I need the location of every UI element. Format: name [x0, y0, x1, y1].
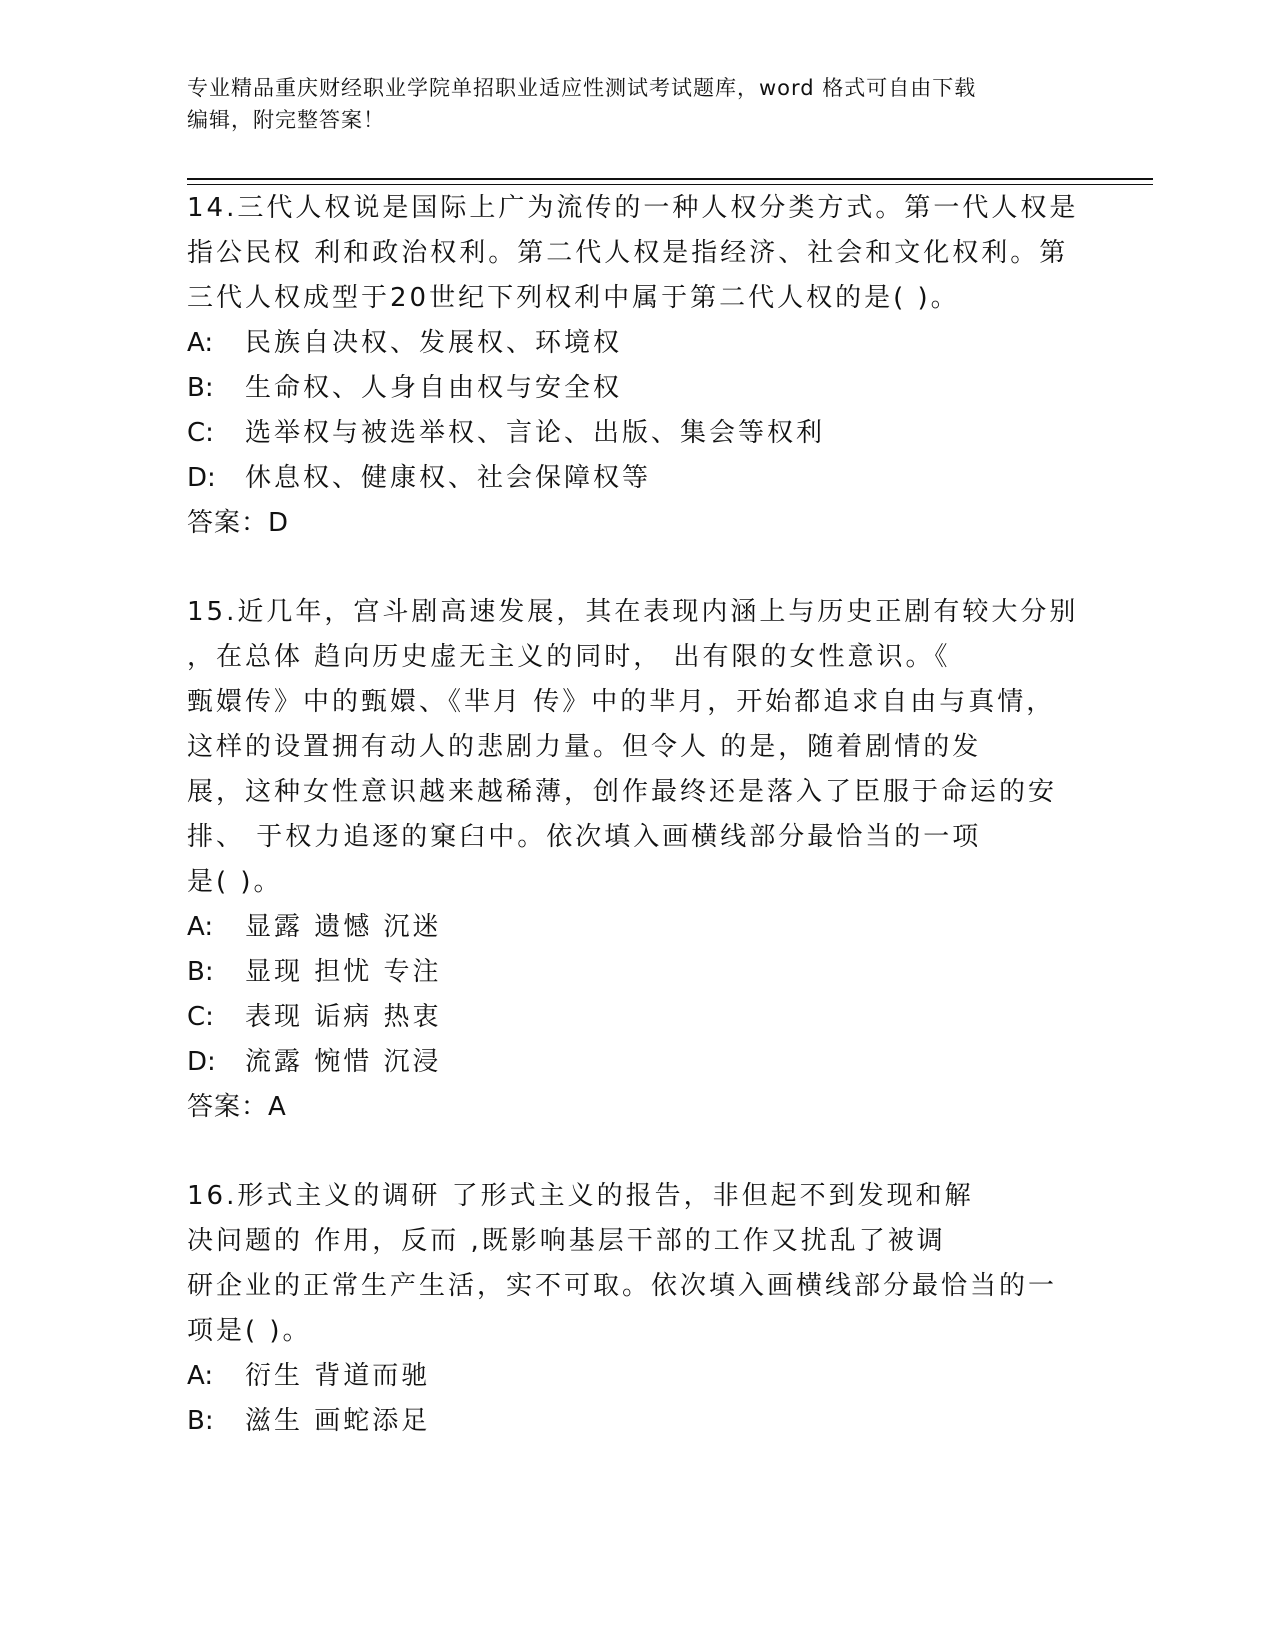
- option-letter: A:: [187, 328, 214, 358]
- option-a: [187, 905, 1087, 950]
- option-letter: C:: [187, 418, 214, 448]
- answer-line: 答案：D: [187, 508, 290, 538]
- question-text-line: 排、 于权力追逐的窠臼中。依次填入画横线部分最恰当的一项: [187, 822, 982, 852]
- question-text-line: 这样的设置拥有动人的悲剧力量。但令人 的是，随着剧情的发: [187, 732, 982, 762]
- question-text-line: 指公民权 利和政治权利。第二代人权是指经济、社会和文化权利。第: [187, 238, 1069, 268]
- option-text: 显现 担忧 专注: [245, 957, 442, 987]
- question-text-line: 14.三代人权说是国际上广为流传的一种人权分类方式。第一代人权是: [187, 193, 1079, 223]
- option-letter: B:: [187, 1406, 214, 1436]
- question-text-line: 15.近几年，宫斗剧高速发展，其在表现内涵上与历史正剧有较大分别: [187, 597, 1079, 627]
- option-c: [187, 411, 1087, 456]
- question-text-line: 决问题的 作用，反而 ,既影响基层干部的工作又扰乱了被调: [187, 1226, 946, 1256]
- header-line-1: 专业精品重庆财经职业学院单招职业适应性测试考试题库，word 格式可自由下载: [187, 76, 977, 100]
- option-letter: D:: [187, 1047, 216, 1077]
- option-letter: C:: [187, 1002, 214, 1032]
- option-text: 民族自决权、发展权、环境权: [245, 328, 623, 358]
- option-d: [187, 456, 1087, 501]
- option-letter: A:: [187, 912, 214, 942]
- option-text: 生命权、人身自由权与安全权: [245, 373, 623, 403]
- option-text: 表现 诟病 热衷: [245, 1002, 442, 1032]
- question-text-line: 展，这种女性意识越来越稀薄，创作最终还是落入了臣服于命运的安: [187, 777, 1058, 807]
- question-14: [187, 186, 1087, 546]
- question-text-line: ，在总体 趋向历史虚无主义的同时， 出有限的女性意识。《: [187, 642, 951, 672]
- question-text-line: 是( )。: [187, 867, 283, 897]
- option-text: 滋生 画蛇添足: [245, 1406, 431, 1436]
- question-text-line: 16.形式主义的调研 了形式主义的报告，非但起不到发现和解: [187, 1181, 974, 1211]
- option-letter: B:: [187, 373, 214, 403]
- question-15: [187, 590, 1087, 1130]
- option-b: [187, 950, 1087, 995]
- question-text-line: 三代人权成型于20世纪下列权利中属于第二代人权的是( )。: [187, 283, 960, 313]
- option-b: [187, 1399, 1087, 1444]
- option-text: 休息权、健康权、社会保障权等: [245, 463, 652, 493]
- question-text-line: 研企业的正常生产生活，实不可取。依次填入画横线部分最恰当的一: [187, 1271, 1058, 1301]
- question-16: [187, 1174, 1087, 1444]
- header-divider-thin: [187, 184, 1153, 185]
- option-letter: D:: [187, 463, 216, 493]
- option-c: [187, 995, 1087, 1040]
- question-text-line: 项是( )。: [187, 1316, 312, 1346]
- option-text: 显露 遗憾 沉迷: [245, 912, 442, 942]
- option-text: 衍生 背道而驰: [245, 1361, 431, 1391]
- option-b: [187, 366, 1087, 411]
- question-list: [187, 186, 1087, 1488]
- header-line-2: 编辑，附完整答案！: [187, 108, 385, 132]
- question-text-line: 甄嬛传》中的甄嬛、《芈月 传》中的芈月，开始都追求自由与真情，: [187, 687, 1056, 717]
- option-d: [187, 1040, 1087, 1085]
- option-a: [187, 1354, 1087, 1399]
- answer-line: 答案：A: [187, 1092, 287, 1122]
- header-divider-thick: [187, 178, 1153, 180]
- option-text: 选举权与被选举权、言论、出版、集会等权利: [245, 418, 826, 448]
- option-text: 流露 惋惜 沉浸: [245, 1047, 442, 1077]
- option-letter: A:: [187, 1361, 214, 1391]
- option-letter: B:: [187, 957, 214, 987]
- document-header: [187, 72, 1067, 136]
- option-a: [187, 321, 1087, 366]
